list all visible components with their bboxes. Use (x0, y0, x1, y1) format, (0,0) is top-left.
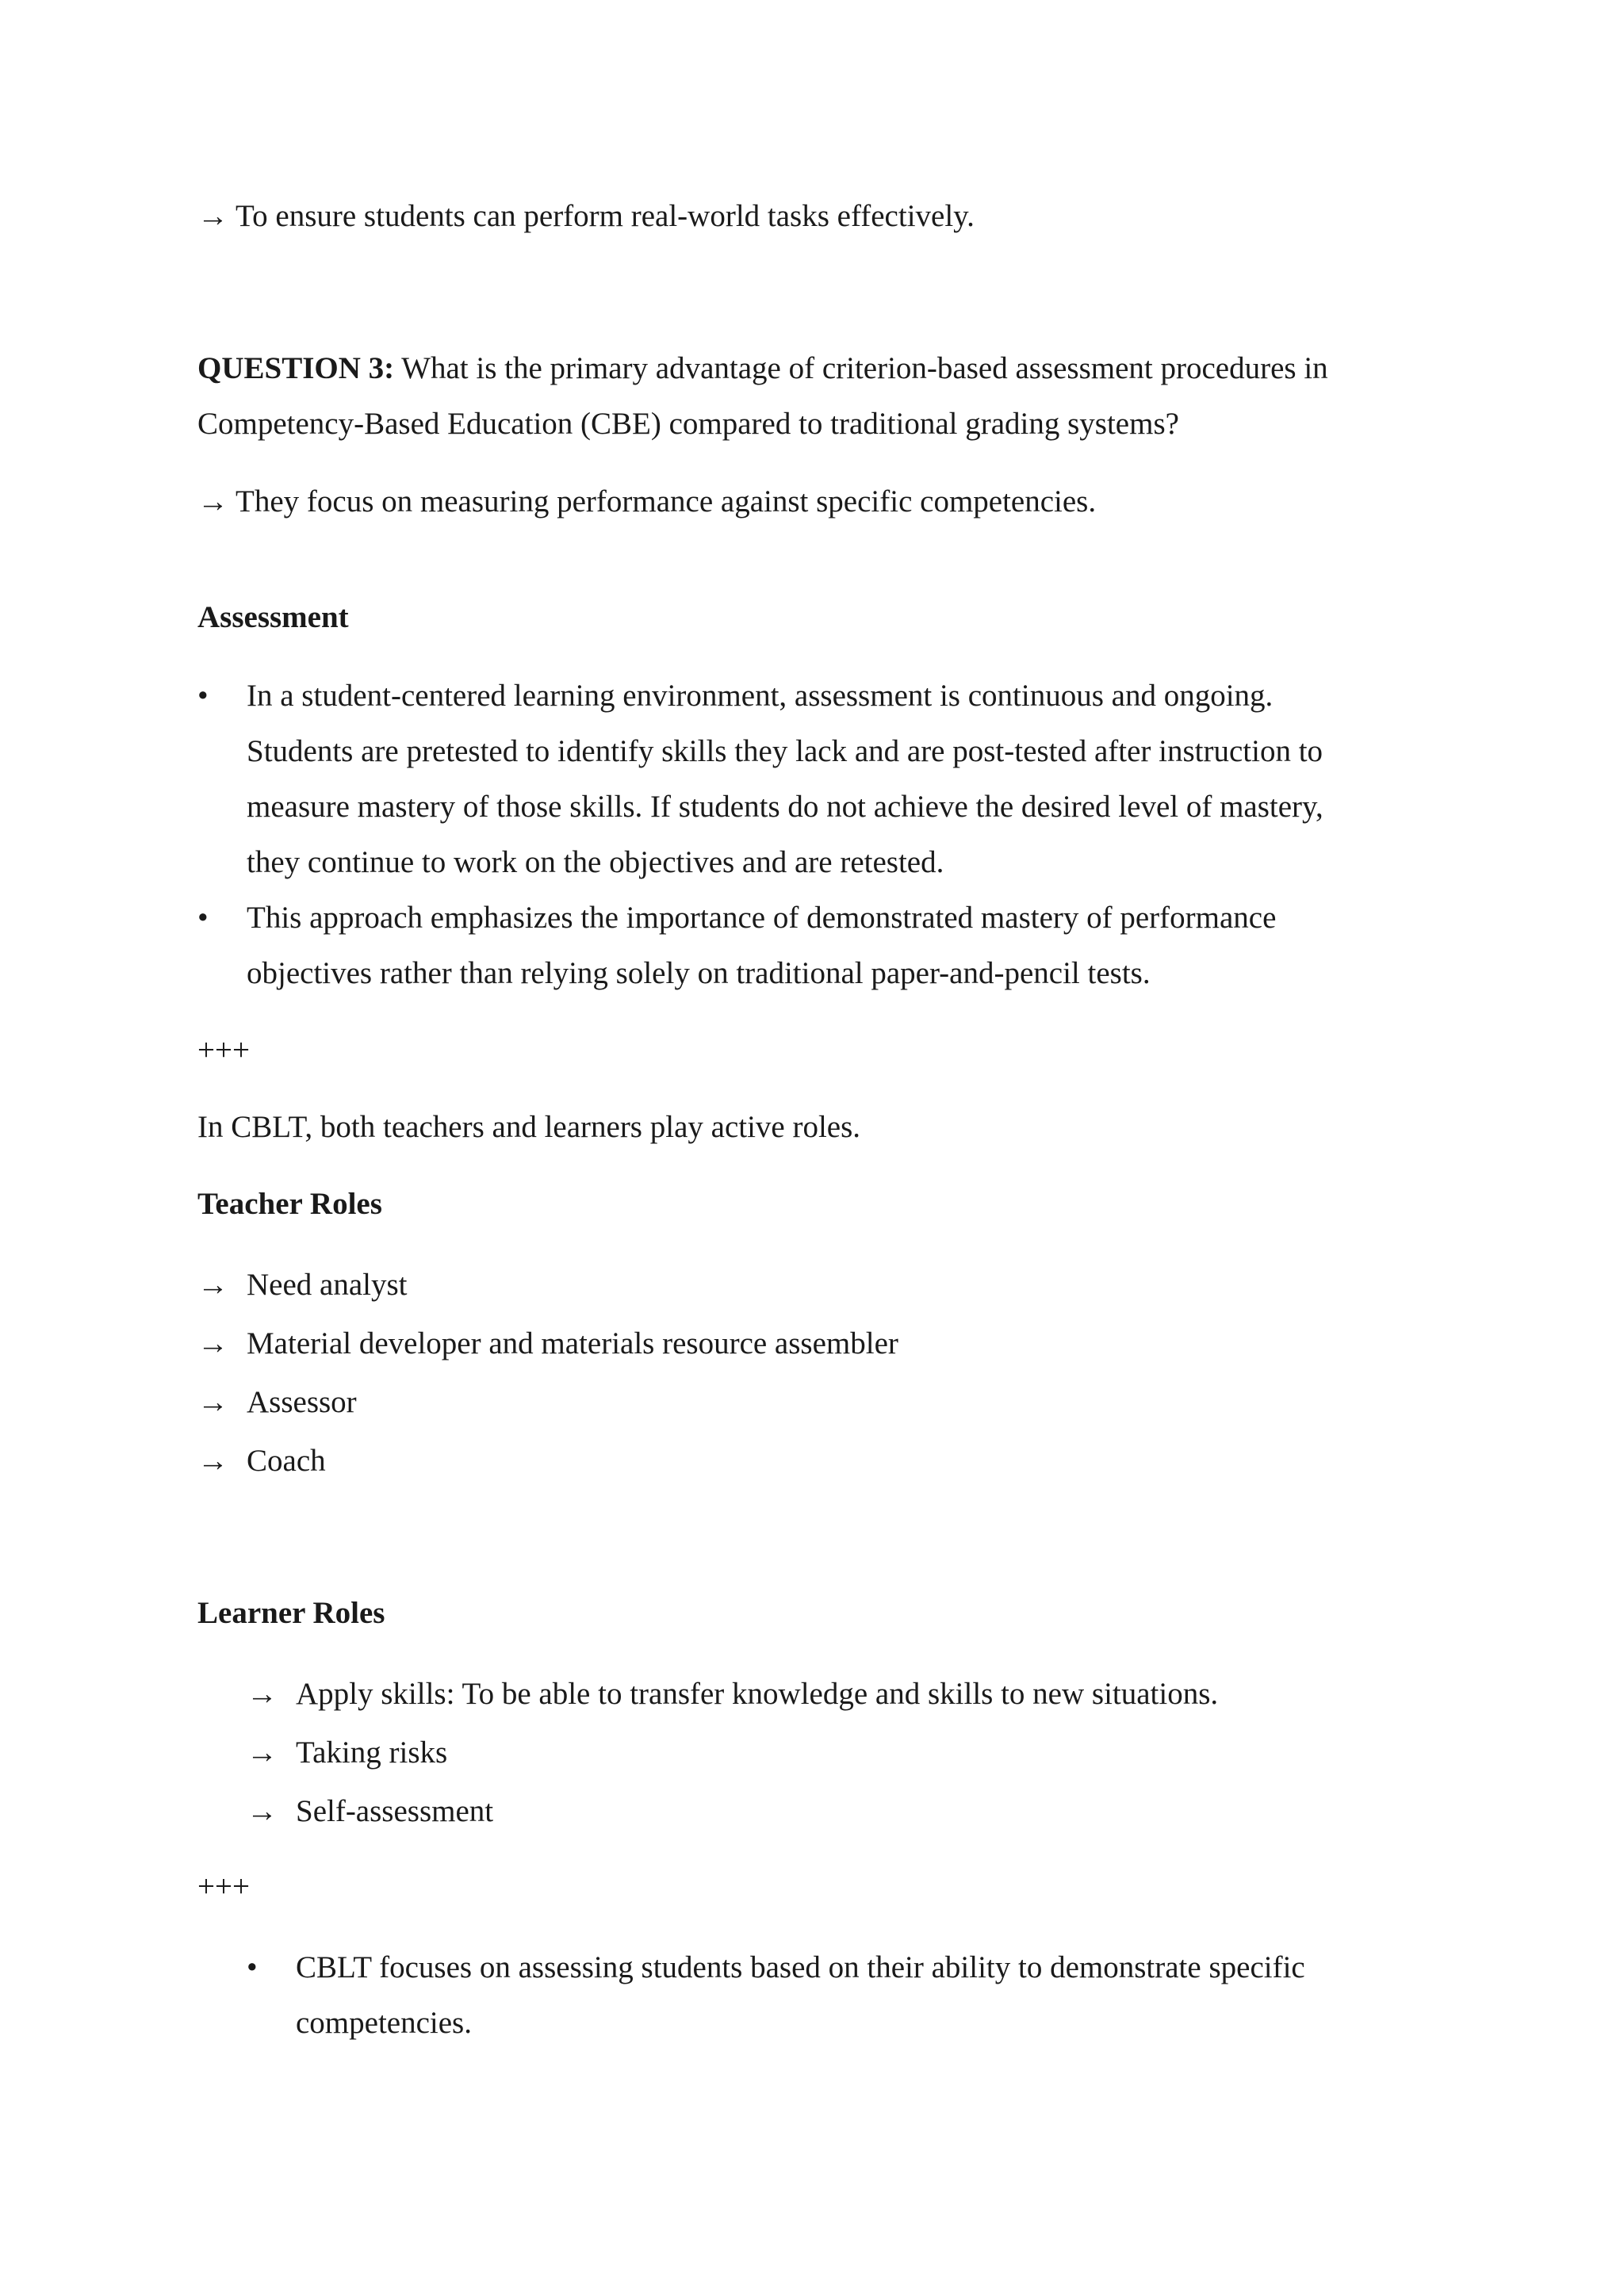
arrow-right-icon: → (247, 1735, 278, 1770)
arrow-right-icon: → (247, 1794, 278, 1828)
final-bullet (247, 1940, 1436, 2051)
learner-role-item (247, 1724, 1484, 1782)
assessment-heading: Assessment (197, 600, 349, 634)
bullet-row (197, 668, 1434, 890)
assessment-section (197, 590, 1434, 645)
question-3-answer-text: → They focus on measuring performance against specific competencies. (197, 484, 1097, 519)
learner-roles-heading: Learner Roles (197, 1596, 385, 1630)
question-3-text-2: Competency-Based Education (CBE) compared to traditional grading systems? (197, 407, 1179, 441)
learner-role-label: Taking risks (296, 1735, 448, 1770)
question-3-label: QUESTION 3: (197, 351, 395, 385)
assessment-bullet-2-line-2: objectives rather than relying solely on traditional paper-and-pencil tests. (247, 956, 1151, 990)
bullet-icon: • (197, 901, 209, 935)
learner-role-item (247, 1665, 1484, 1724)
assessment-bullet-1 (197, 668, 1434, 890)
question-3-line-1 (197, 341, 1434, 396)
final-bullet-line-2: competencies. (296, 2006, 472, 2040)
teacher-role-item (197, 1256, 1434, 1314)
teacher-role-label: Assessor (247, 1385, 357, 1419)
separator-2-text: +++ (197, 1869, 250, 1904)
separator-1 (197, 1023, 1434, 1078)
teacher-role-item (197, 1432, 1434, 1490)
learner-roles-list (247, 1665, 1484, 1841)
teacher-role-label: Coach (247, 1444, 326, 1478)
intro-answer (197, 189, 1434, 244)
assessment-bullet-1-line-3: measure mastery of those skills. If students do not achieve the desired level of mastery, (247, 790, 1323, 824)
separator-1-text: +++ (197, 1033, 250, 1067)
bullet-icon: • (247, 1950, 258, 1984)
teacher-roles-section (197, 1177, 1434, 1232)
final-bullet-line-1: CBLT focuses on assessing students based on their ability to demonstrate specific (296, 1950, 1305, 1984)
teacher-role-item (197, 1314, 1434, 1373)
bullet-row (247, 1940, 1436, 2051)
learner-roles-section (197, 1586, 1434, 1641)
question-3-answer (197, 474, 1434, 530)
teacher-role-label: Material developer and materials resource assembler (247, 1326, 898, 1360)
cblt-intro-text: In CBLT, both teachers and learners play active roles. (197, 1110, 861, 1144)
separator-2 (197, 1859, 1434, 1915)
assessment-bullet-2 (197, 890, 1434, 1001)
learner-role-label: Self-assessment (296, 1794, 494, 1828)
assessment-bullet-1-line-1: In a student-centered learning environment, assessment is continuous and ongoing. (247, 679, 1274, 713)
question-3-text-1: What is the primary advantage of criterion-based assessment procedures in (394, 351, 1328, 385)
arrow-right-icon: → (197, 1268, 228, 1302)
learner-role-label: Apply skills: To be able to transfer knowledge and skills to new situations. (296, 1677, 1219, 1711)
arrow-right-icon: → (247, 1677, 278, 1711)
learner-role-item (247, 1782, 1484, 1841)
intro-answer-text: → To ensure students can perform real-world tasks effectively. (197, 199, 975, 233)
question-3 (197, 341, 1434, 452)
assessment-bullet-2-line-1: This approach emphasizes the importance of demonstrated mastery of performance (247, 901, 1277, 935)
assessment-bullet-1-line-2: Students are pretested to identify skills they lack and are post-tested after instruction to (247, 734, 1323, 768)
teacher-roles-list (197, 1256, 1434, 1490)
arrow-right-icon: → (197, 1444, 228, 1478)
cblt-intro (197, 1100, 1434, 1155)
assessment-bullet-1-line-4: they continue to work on the objectives and are retested. (247, 845, 944, 879)
bullet-icon: • (197, 679, 209, 713)
arrow-right-icon: → (197, 1385, 228, 1419)
bullet-row (197, 890, 1434, 1001)
teacher-role-label: Need analyst (247, 1268, 408, 1302)
teacher-role-item (197, 1373, 1434, 1432)
teacher-roles-heading: Teacher Roles (197, 1187, 382, 1221)
arrow-right-icon: → (197, 1326, 228, 1360)
